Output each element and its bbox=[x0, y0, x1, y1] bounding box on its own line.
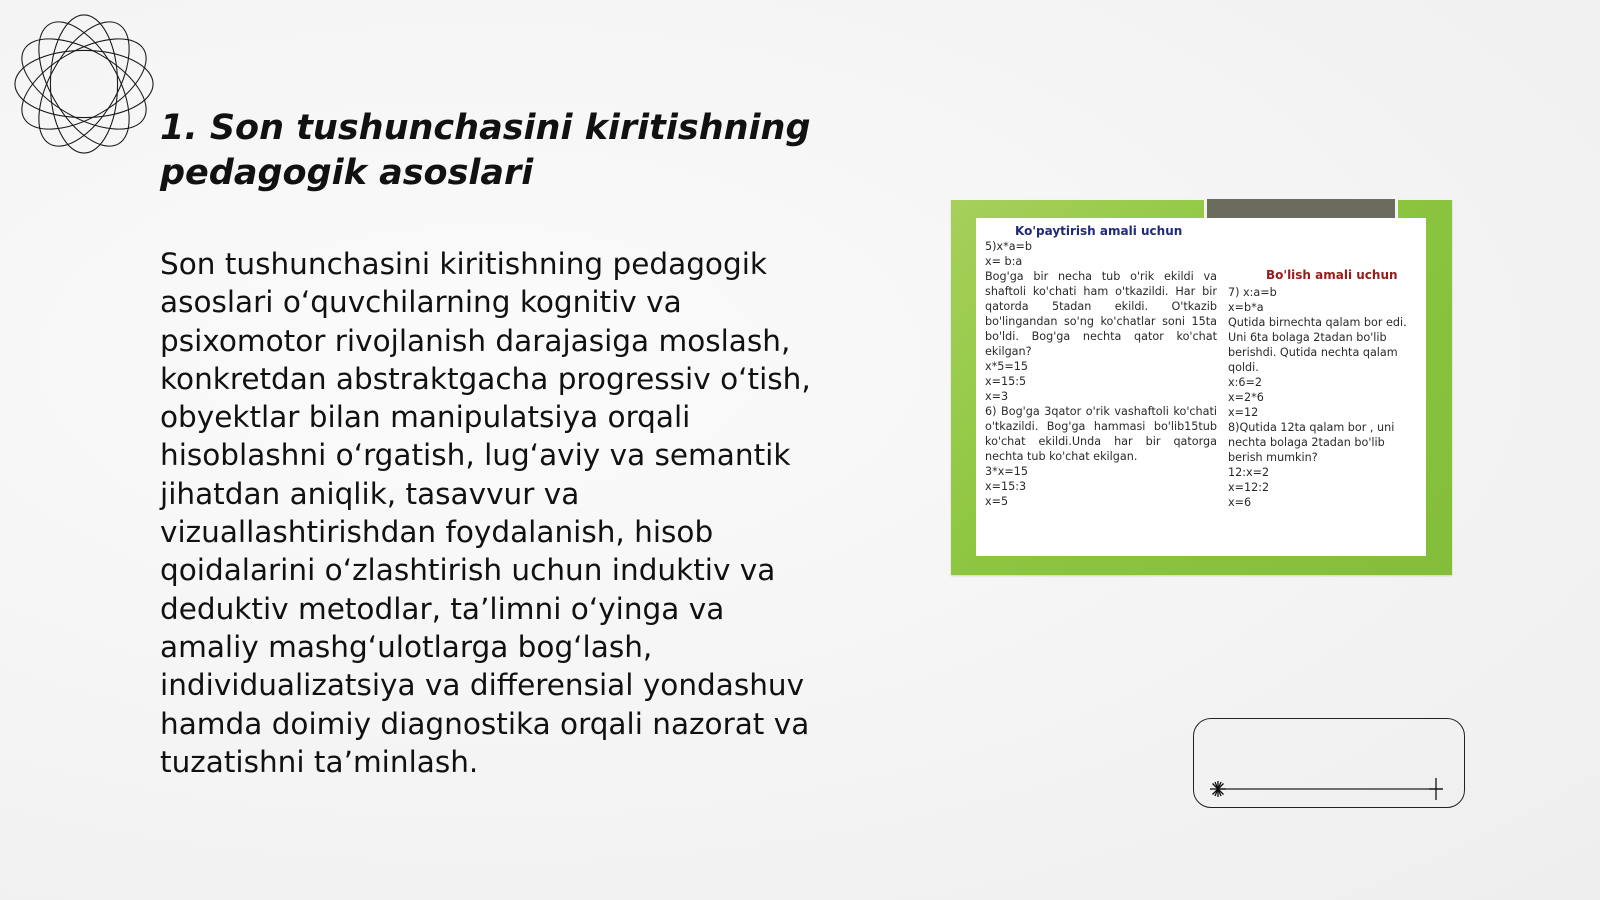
formula-line: x=3 bbox=[985, 390, 1009, 403]
formula-line: x= b:a bbox=[985, 255, 1023, 268]
figure-paper bbox=[976, 218, 1426, 556]
formula-line: x=12 bbox=[1228, 406, 1259, 419]
division-column bbox=[1228, 268, 1426, 510]
formula-line: 7) x:a=b bbox=[1228, 286, 1277, 299]
formula-line: 12:x=2 bbox=[1228, 466, 1270, 479]
multiplication-heading: Ko'paytirish amali uchun bbox=[1015, 224, 1183, 238]
problem-line: berish mumkin? bbox=[1228, 451, 1318, 464]
formula-line: x:6=2 bbox=[1228, 376, 1262, 389]
cross-star-icon bbox=[1429, 778, 1443, 800]
problem-line: berishdi. Qutida nechta qalam bbox=[1228, 346, 1398, 359]
problem-line: qoldi. bbox=[1228, 361, 1259, 374]
formula-line: x=15:5 bbox=[985, 375, 1027, 388]
problem-text: Bog'ga bir necha tub o'rik ekildi va shaftoli ko'chati ham o'tkazildi. Har bir qatorda 5tadan ekildi. O'tkazib bo'lingandan so'ng ko'chatlar soni 15ta bo'ldi. Bog'ga nechta qator ko'chat ekilgan? bbox=[985, 270, 1217, 358]
problem-line: nechta bolaga 2tadan bo'lib bbox=[1228, 436, 1385, 449]
formula-line: 3*x=15 bbox=[985, 465, 1028, 478]
problem-line: Uni 6ta bolaga 2tadan bo'lib bbox=[1228, 331, 1387, 344]
formula-line: x=b*a bbox=[1228, 301, 1264, 314]
problem-line: Qutida birnechta qalam bor edi. bbox=[1228, 316, 1407, 329]
formula-line: x=15:3 bbox=[985, 480, 1027, 493]
division-heading: Bo'lish amali uchun bbox=[1266, 268, 1398, 282]
multiplication-column bbox=[985, 224, 1217, 509]
problem-line: 8)Qutida 12ta qalam bor , uni bbox=[1228, 421, 1395, 434]
sparkle-icon bbox=[1210, 781, 1226, 797]
textbook-figure bbox=[951, 200, 1452, 575]
decorative-frame bbox=[1193, 718, 1465, 808]
formula-line: x=12:2 bbox=[1228, 481, 1270, 494]
problem-text: 6) Bog'ga 3qator o'rik vashaftoli ko'chati o'tkazildi. Bog'ga hammasi bo'lib15tub ko'chat ekildi.Unda har bir qatorga nechta tub ko'chat ekilgan. bbox=[985, 405, 1217, 463]
rosette-logo-icon bbox=[10, 10, 158, 158]
formula-line: x=6 bbox=[1228, 496, 1252, 509]
formula-line: x*5=15 bbox=[985, 360, 1028, 373]
formula-line: x=2*6 bbox=[1228, 391, 1264, 404]
slide-body-text: Son tushunchasini kiritishning pedagogik asoslari o‘quvchilarning kognitiv va psixomotor rivojlanish darajasiga moslash, konkretdan abstraktgacha progressiv o‘tish, obyektlar bilan manipulatsiya orqali hisoblashni o‘rgatish, lug‘aviy va semantik jihatdan aniqlik, tasavvur va vizuallashtirishdan foydalanish, hisob qoidalarini o‘zlashtirish uchun induktiv va deduktiv metodlar, ta’limni o‘yinga va amaliy mashg‘ulotlarga bog‘lash, individualizatsiya va differensial yondashuv hamda doimiy diagnostika orqali nazorat va tuzatishni ta’minlash. bbox=[160, 247, 811, 779]
formula-line: x=5 bbox=[985, 495, 1009, 508]
slide-title: 1. Son tushunchasini kiritishning pedagogik asoslari bbox=[160, 108, 811, 193]
formula-line: 5)x*a=b bbox=[985, 240, 1033, 253]
